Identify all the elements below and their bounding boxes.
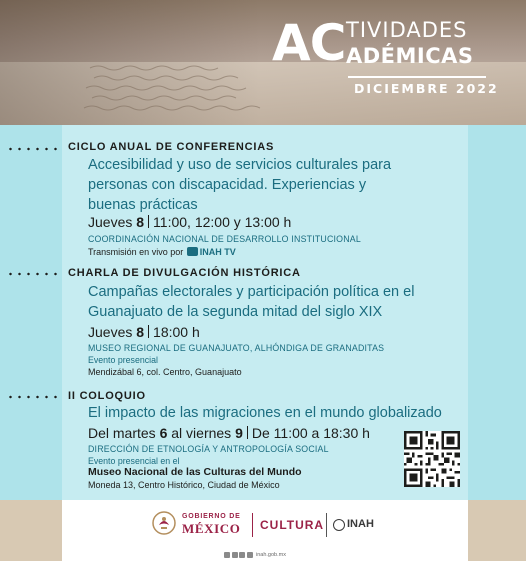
date-to-prefix: al viernes xyxy=(171,425,232,441)
facebook-icon[interactable] xyxy=(224,552,230,558)
dots-divider xyxy=(6,147,62,151)
dots-divider xyxy=(6,272,62,276)
event-mode: Evento presencial en el xyxy=(88,456,180,466)
dots-divider xyxy=(6,395,62,399)
website-handle[interactable]: inah.gob.mx xyxy=(256,551,286,558)
broadcast-channel: INAH TV xyxy=(199,247,236,257)
tv-icon xyxy=(187,247,198,256)
date-day: Jueves xyxy=(88,324,133,340)
title-initials: AC xyxy=(272,14,346,72)
inah-icon xyxy=(333,519,345,531)
date-times: 18:00 h xyxy=(153,324,200,340)
event-date xyxy=(88,324,200,340)
footer-band-left xyxy=(0,500,62,561)
broadcast-label: Transmisión en vivo por xyxy=(88,247,184,257)
event-address: Moneda 13, Centro Histórico, Ciudad de México xyxy=(88,480,280,490)
footer xyxy=(0,500,526,561)
qr-code[interactable] xyxy=(404,431,460,487)
event-organizer: DIRECCIÓN DE ETNOLOGÍA Y ANTROPOLOGÍA SOCIAL xyxy=(88,444,329,454)
title-month: DICIEMBRE 2022 xyxy=(354,81,499,96)
logo-separator xyxy=(252,513,253,537)
event-mode: Evento presencial xyxy=(88,355,158,365)
date-separator xyxy=(148,325,149,338)
date-day: Jueves xyxy=(88,214,133,230)
date-times: 11:00, 12:00 y 13:00 h xyxy=(153,214,292,230)
youtube-icon[interactable] xyxy=(247,552,253,558)
cultura-logo: CULTURA xyxy=(260,518,325,532)
date-from-number: 6 xyxy=(159,425,168,441)
event-date xyxy=(88,425,370,441)
coat-of-arms-icon xyxy=(152,510,176,536)
event-venue: Museo Nacional de las Culturas del Mundo xyxy=(88,466,302,478)
event-kicker: II COLOQUIO xyxy=(68,390,146,402)
event-kicker: CICLO ANUAL DE CONFERENCIAS xyxy=(68,141,275,153)
gobierno-label: GOBIERNO DE xyxy=(182,513,241,520)
header-banner xyxy=(0,0,526,125)
events-section xyxy=(0,125,526,500)
date-separator xyxy=(247,426,248,439)
date-number: 8 xyxy=(136,324,145,340)
event-kicker: CHARLA DE DIVULGACIÓN HISTÓRICA xyxy=(68,267,301,279)
event-broadcast xyxy=(88,247,236,257)
date-from-prefix: Del martes xyxy=(88,425,156,441)
event-title: El impacto de las migraciones en el mundo globalizado xyxy=(88,405,442,421)
social-links xyxy=(224,546,286,558)
date-number: 8 xyxy=(136,214,145,230)
event-organizer: COORDINACIÓN NACIONAL DE DESARROLLO INSTITUCIONAL xyxy=(88,234,361,244)
title-line-1: TIVIDADES xyxy=(346,18,468,42)
date-to-number: 9 xyxy=(235,425,243,441)
event-date xyxy=(88,214,291,230)
mexico-label: MÉXICO xyxy=(182,521,241,536)
twitter-icon[interactable] xyxy=(232,552,238,558)
instagram-icon[interactable] xyxy=(239,552,245,558)
event-title: Campañas electorales y participación política en el Guanajuato de la segunda mitad del siglo XIX xyxy=(88,284,415,320)
title-divider xyxy=(348,76,486,78)
inah-logo: INAH xyxy=(347,518,374,530)
event-title: Accesibilidad y uso de servicios culturales para personas con discapacidad. Experiencias y buenas prácticas xyxy=(88,157,392,213)
logo-separator xyxy=(326,513,327,537)
title-line-2: ADÉMICAS xyxy=(346,44,474,68)
event-address: Mendizábal 6, col. Centro, Guanajuato xyxy=(88,367,242,377)
date-times: De 11:00 a 18:30 h xyxy=(251,425,370,441)
date-separator xyxy=(148,215,149,228)
footer-band-right xyxy=(468,500,526,561)
event-organizer: MUSEO REGIONAL DE GUANAJUATO, ALHÓNDIGA DE GRANADITAS xyxy=(88,343,385,353)
